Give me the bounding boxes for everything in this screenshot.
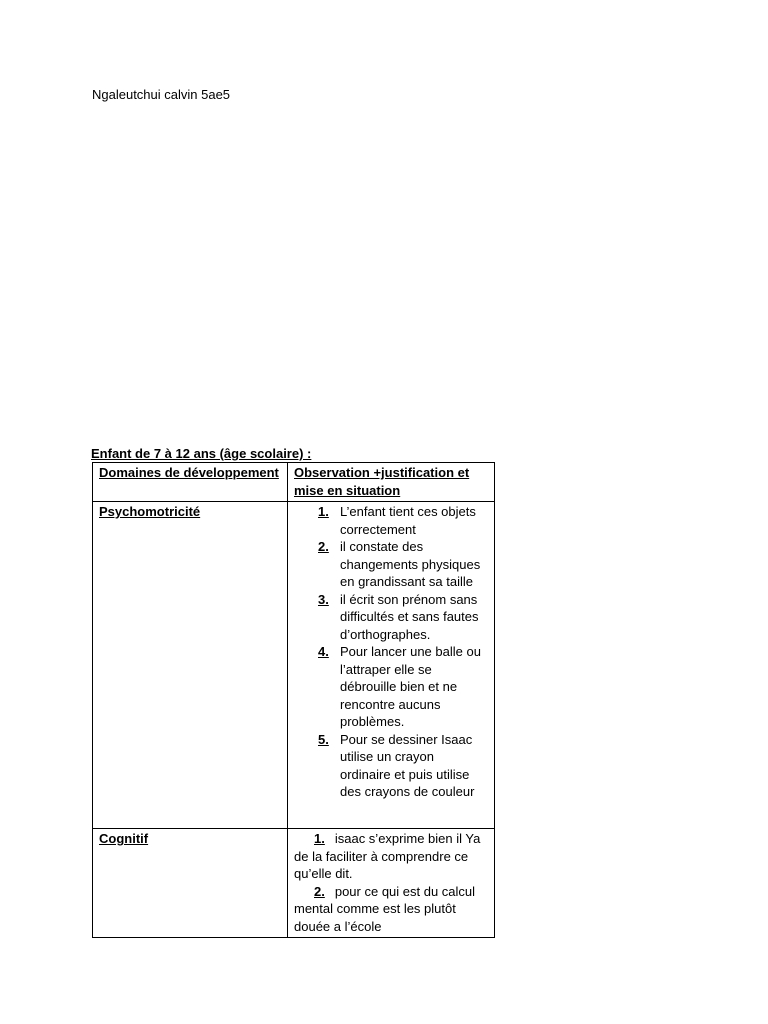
- item-text: pour ce qui est du calcul mental comme est les plutôt douée a l’école: [294, 883, 476, 934]
- list-item: [294, 643, 488, 731]
- item-number: 5.: [318, 731, 329, 747]
- item-number: 4.: [318, 644, 329, 659]
- list-item: [294, 591, 488, 644]
- domain-cell: [93, 829, 288, 938]
- table-header-row: [93, 463, 495, 502]
- domain-label: Cognitif: [99, 831, 149, 846]
- development-table: [92, 462, 495, 938]
- table-row: [93, 502, 495, 829]
- list-item: [294, 503, 488, 538]
- item-text: il écrit son prénom sans difficultés et sans fautes d’orthographes.: [340, 591, 479, 642]
- header-domains: Domaines de développement: [99, 465, 279, 480]
- observation-cell: [288, 829, 495, 938]
- section-title: Enfant de 7 à 12 ans (âge scolaire) :: [91, 446, 312, 461]
- domain-cell: [93, 502, 288, 829]
- item-text: isaac s’exprime bien il Ya de la faciliter à comprendre ce qu’elle dit.: [294, 831, 481, 881]
- observation-cell: [288, 502, 495, 829]
- item-number: 1.: [318, 504, 329, 519]
- item-number: 1.: [314, 831, 325, 846]
- list-item: [294, 731, 488, 801]
- header-observation: Observation +justification et mise en situation: [294, 465, 470, 498]
- item-text: Pour se dessiner Isaac utilise un crayon ordinaire et puis utilise des crayons de couleur: [340, 731, 475, 799]
- list-item: [294, 883, 488, 936]
- item-text: Pour lancer une balle ou l’attraper elle se débrouille bien et ne rencontre aucuns problèmes.: [340, 644, 481, 729]
- header-cell: [288, 463, 495, 502]
- observation-list: [294, 503, 488, 801]
- table-row: [93, 829, 495, 938]
- item-text: il constate des changements physiques en grandissant sa taille: [340, 539, 481, 589]
- domain-label: Psychomotricité: [99, 504, 201, 519]
- item-text: L’enfant tient ces objets correctement: [340, 504, 476, 537]
- item-number: 2.: [314, 883, 325, 899]
- item-number: 2.: [318, 539, 329, 554]
- author-line: Ngaleutchui calvin 5ae5: [92, 87, 231, 102]
- list-item: [294, 830, 488, 883]
- list-item: [294, 538, 488, 591]
- item-number: 3.: [318, 591, 329, 607]
- header-cell: [93, 463, 288, 502]
